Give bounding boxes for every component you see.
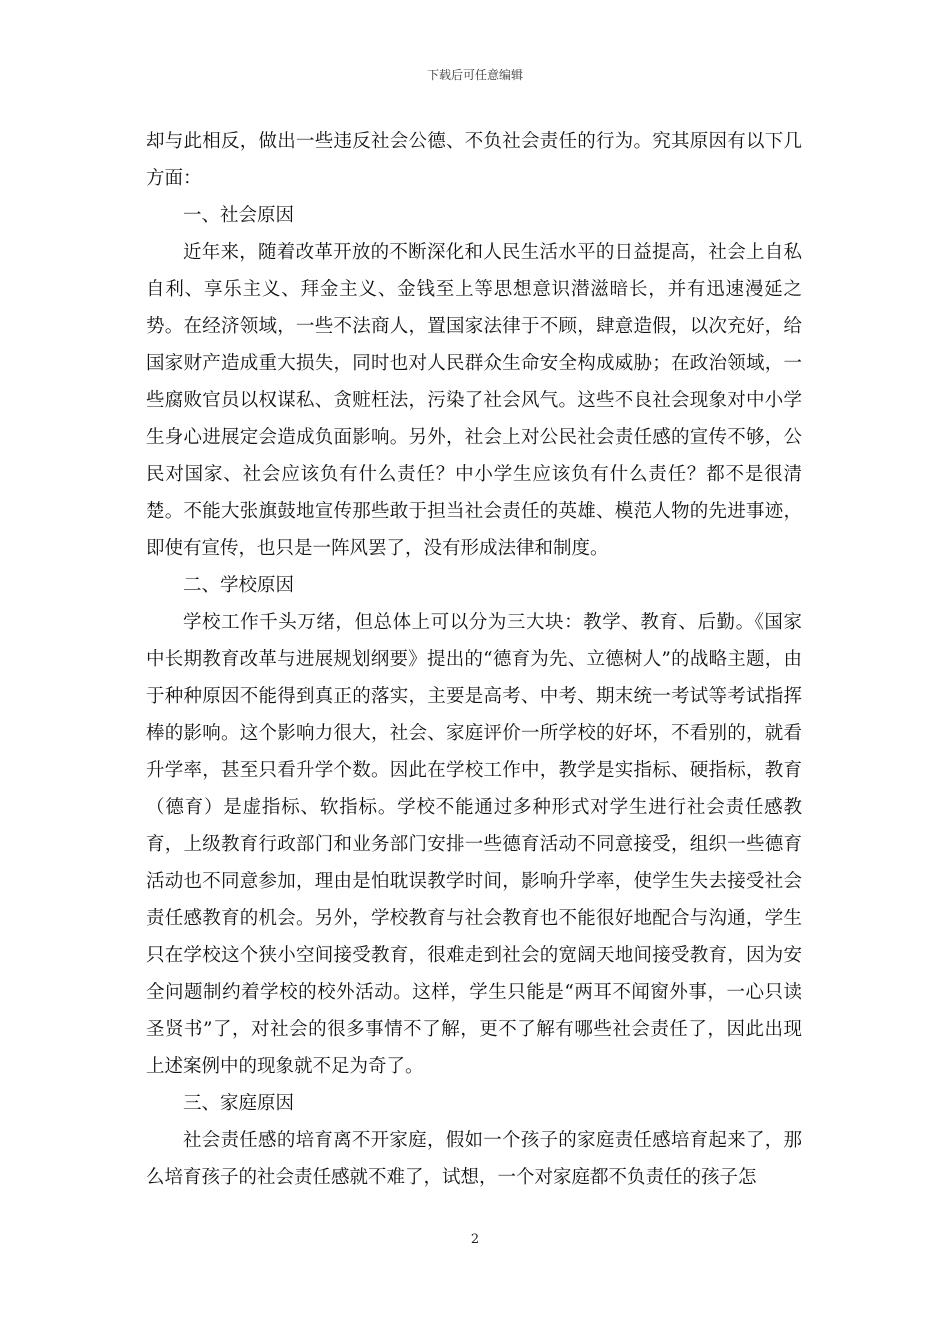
section-heading-school: 二、学校原因 — [183, 575, 295, 596]
document-body — [146, 123, 802, 1196]
paragraph: 学校工作千头万绪，但总体上可以分为三大块：教学、教育、后勤。《国家中长期教育改革与进展规划纲要》提出的“德育为先、立德树人”的战略主题，由于种种原因不能得到真正的落实，主要是高考、中考、期末统一考试等考试指挥棒的影响。这个影响力很大，社会、家庭评价一所学校的好坏，不看别的，就看升学率，甚至只看升学个数。因此在学校工作中，教学是实指标、硬指标，教育（德育）是虚指标、软指标。学校不能通过多种形式对学生进行社会责任感教育，上级教育行政部门和业务部门安排一些德育活动不同意接受，组织一些德育活动也不同意参加，理由是怕耽误教学时间，影响升学率，使学生失去接受社会责任感教育的机会。另外，学校教育与社会教育也不能很好地配合与沟通，学生只在学校这个狭小空间接受教育，很难走到社会的宽阔天地间接受教育，因为安全问题制约着学校的校外活动。这样，学生只能是“两耳不闻窗外事，一心只读圣贤书”了，对社会的很多事情不了解，更不了解有哪些社会责任了，因此出现上述案例中的现象就不足为奇了。 — [146, 612, 802, 1077]
page-number: 2 — [470, 1232, 480, 1247]
section-heading-social: 一、社会原因 — [183, 205, 295, 226]
page-header: 下载后可任意编辑 — [426, 68, 523, 82]
paragraph: 近年来，随着改革开放的不断深化和人民生活水平的日益提高，社会上自私自利、享乐主义、拜金主义、金钱至上等思想意识潜滋暗长，并有迅速漫延之势。在经济领域，一些不法商人，置国家法律于不顾，肆意造假，以次充好，给国家财产造成重大损失，同时也对人民群众生命安全构成威胁；在政治领域，一些腐败官员以权谋私、贪赃枉法，污染了社会风气。这些不良社会现象对中小学生身心进展定会造成负面影响。另外，社会上对公民社会责任感的宣传不够，公民对国家、社会应该负有什么责任？中小学生应该负有什么责任？都不是很清楚。不能大张旗鼓地宣传那些敢于担当社会责任的英雄、模范人物的先进事迹，即使有宣传，也只是一阵风罢了，没有形成法律和制度。 — [146, 242, 802, 559]
paragraph: 却与此相反，做出一些违反社会公德、不负社会责任的行为。究其原因有以下几方面： — [146, 131, 802, 189]
section-heading-family: 三、家庭原因 — [183, 1093, 295, 1114]
paragraph: 社会责任感的培育离不开家庭，假如一个孩子的家庭责任感培育起来了，那么培育孩子的社会责任感就不难了，试想，一个对家庭都不负责任的孩子怎 — [146, 1130, 802, 1188]
